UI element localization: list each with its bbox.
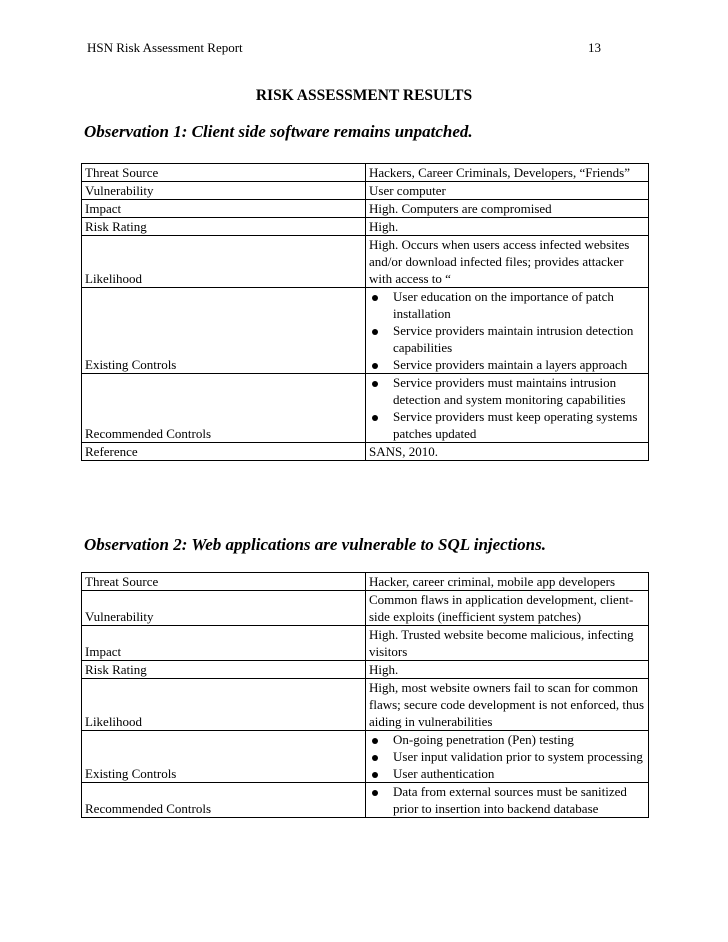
bullet-list — [369, 783, 645, 817]
bullet-list — [369, 288, 645, 373]
row-value — [366, 783, 649, 818]
row-value — [366, 374, 649, 443]
row-label: Impact — [82, 626, 366, 661]
row-value: Hackers, Career Criminals, Developers, “Friends” — [366, 164, 649, 182]
row-value: High. Trusted website become malicious, infecting visitors — [366, 626, 649, 661]
row-value: High, most website owners fail to scan for common flaws; secure code development is not enforced, thus aiding in vulnerabilities — [366, 679, 649, 731]
table-row — [82, 288, 649, 374]
row-value — [366, 731, 649, 783]
table-row — [82, 783, 649, 818]
row-label: Threat Source — [82, 164, 366, 182]
row-value: High. Occurs when users access infected websites and/or download infected files; provides attacker with access to “ — [366, 236, 649, 288]
row-value: User computer — [366, 182, 649, 200]
list-item: User authentication — [369, 765, 645, 782]
list-item: Service providers must maintains intrusion detection and system monitoring capabilities — [369, 374, 645, 408]
report-title: HSN Risk Assessment Report — [87, 40, 243, 55]
list-item: Data from external sources must be sanitized prior to insertion into backend database — [369, 783, 645, 817]
row-label: Recommended Controls — [82, 374, 366, 443]
bullet-list — [369, 731, 645, 782]
table-row — [82, 182, 649, 200]
row-label: Vulnerability — [82, 591, 366, 626]
list-item: Service providers must keep operating systems patches updated — [369, 408, 645, 442]
table-row — [82, 591, 649, 626]
list-item: Service providers maintain a layers approach — [369, 356, 645, 373]
section-heading: RISK ASSESSMENT RESULTS — [255, 87, 473, 104]
row-value: Hacker, career criminal, mobile app developers — [366, 573, 649, 591]
row-value: High. — [366, 218, 649, 236]
list-item: Service providers maintain intrusion detection capabilities — [369, 322, 645, 356]
list-item: User education on the importance of patch installation — [369, 288, 645, 322]
row-value: High. — [366, 661, 649, 679]
observation-2-table — [81, 572, 649, 818]
row-label: Impact — [82, 200, 366, 218]
row-label: Risk Rating — [82, 661, 366, 679]
table-row — [82, 573, 649, 591]
row-label: Likelihood — [82, 679, 366, 731]
row-value — [366, 288, 649, 374]
row-label: Risk Rating — [82, 218, 366, 236]
row-label: Existing Controls — [82, 288, 366, 374]
row-label: Vulnerability — [82, 182, 366, 200]
table-row — [82, 164, 649, 182]
row-label: Threat Source — [82, 573, 366, 591]
table-row — [82, 661, 649, 679]
row-value: High. Computers are compromised — [366, 200, 649, 218]
table-row — [82, 200, 649, 218]
list-item: On-going penetration (Pen) testing — [369, 731, 645, 748]
row-value: SANS, 2010. — [366, 443, 649, 461]
table-row — [82, 626, 649, 661]
row-label: Likelihood — [82, 236, 366, 288]
page-number: 13 — [588, 40, 601, 55]
table-row — [82, 374, 649, 443]
row-label: Existing Controls — [82, 731, 366, 783]
table-row — [82, 731, 649, 783]
row-label: Recommended Controls — [82, 783, 366, 818]
list-item: User input validation prior to system processing — [369, 748, 645, 765]
bullet-list — [369, 374, 645, 442]
table-row — [82, 236, 649, 288]
observation-1-title: Observation 1: Client side software remains unpatched. — [84, 122, 473, 141]
observation-1-table — [81, 163, 649, 461]
table-row — [82, 218, 649, 236]
row-value: Common flaws in application development, client-side exploits (inefficient system patches) — [366, 591, 649, 626]
row-label: Reference — [82, 443, 366, 461]
observation-2-title: Observation 2: Web applications are vulnerable to SQL injections. — [84, 535, 546, 554]
table-row — [82, 679, 649, 731]
table-row — [82, 443, 649, 461]
